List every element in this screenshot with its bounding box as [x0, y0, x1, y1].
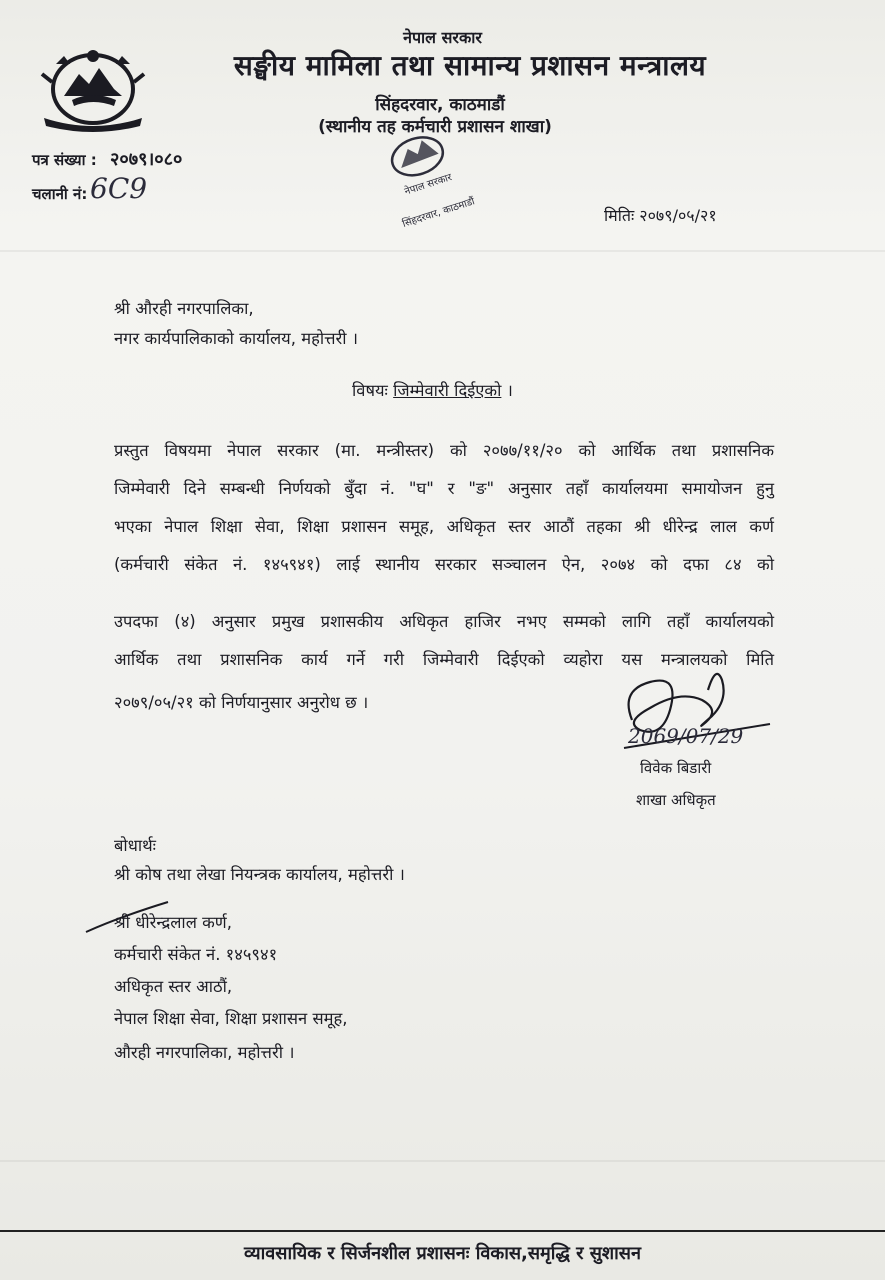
subject-text: जिम्मेवारी दिईएको [393, 381, 502, 400]
subject-line [352, 378, 513, 401]
signature-date: 2069/07/29 [628, 724, 744, 748]
body-line: जिम्मेवारी दिने सम्बन्धी निर्णयको बुँदा नं. "घ" र "ङ" अनुसार तहाँ कार्यालयमा समायोजन हुनु [114, 479, 774, 498]
body-line: प्रस्तुत विषयमा नेपाल सरकार (मा. मन्त्रीस्तर) को २०७७/११/२० को आर्थिक तथा प्रशासनिक [114, 441, 774, 460]
cc-line: श्री कोष तथा लेखा नियन्त्रक कार्यालय, महोत्तरी । [114, 865, 405, 884]
recipient-line: श्री औरही नगरपालिका, [114, 299, 254, 318]
signatory-name: विवेक बिडारी [640, 759, 712, 777]
body-line: (कर्मचारी संकेत नं. १४५९४१) लाई स्थानीय सरकार सञ्चालन ऐन, २०७४ को दफा ८४ को [114, 555, 774, 574]
body-line: उपदफा (४) अनुसार प्रमुख प्रशासकीय अधिकृत हाजिर नभए सम्मको लागि तहाँ कार्यालयको [114, 612, 774, 631]
body-line: २०७९/०५/२१ को निर्णयानुसार अनुरोध छ । [114, 693, 369, 712]
branch-name: (स्थानीय तह कर्मचारी प्रशासन शाखा) [318, 117, 552, 137]
letter-date: मितिः २०७९/०५/२१ [604, 206, 717, 225]
stamp-text: सिंहदरवार, काठमाडौं [401, 196, 477, 230]
cc-address-line: नेपाल शिक्षा सेवा, शिक्षा प्रशासन समूह, [114, 1009, 348, 1028]
cc-address-line: कर्मचारी संकेत नं. १४५९४१ [114, 945, 278, 964]
cc-address-line: अधिकृत स्तर आठौं, [114, 977, 233, 996]
letter-number-value: २०७९।०८० [110, 149, 183, 170]
paper-fold [0, 1160, 885, 1162]
letter-number-label: पत्र संख्या : [32, 151, 97, 169]
footer-motto: व्यावसायिक र सिर्जनशील प्रशासनः विकास,समृद्धि र सुशासन [244, 1243, 641, 1264]
dispatch-number-value: 6C9 [90, 172, 148, 205]
cc-address-line: श्री धीरेन्द्रलाल कर्ण, [114, 913, 232, 932]
subject-end: । [506, 381, 513, 400]
recipient-line: नगर कार्यपालिकाको कार्यालय, महोत्तरी । [114, 329, 359, 348]
signature-scribble [610, 660, 780, 770]
body-line: आर्थिक तथा प्रशासनिक कार्य गर्ने गरी जिम्मेवारी दिईएको व्यहोरा यस मन्त्रालयको मिति [114, 650, 774, 669]
dispatch-number-label: चलानी नं: [32, 185, 88, 203]
stamp-text: नेपाल सरकार [403, 172, 454, 198]
ministry-title: सङ्घीय मामिला तथा सामान्य प्रशासन मन्त्रालय [233, 49, 707, 82]
footer-divider [0, 1230, 885, 1232]
government-heading: नेपाल सरकार [403, 28, 482, 47]
body-line: भएका नेपाल शिक्षा सेवा, शिक्षा प्रशासन समूह, अधिकृत स्तर आठौं तहका श्री धीरेन्द्र लाल कर्ण [114, 517, 774, 536]
paper-fold [0, 250, 885, 252]
cc-label: बोधार्थः [114, 836, 156, 855]
ministry-address: सिंहदरवार, काठमाडौं [375, 95, 505, 115]
signatory-title: शाखा अधिकृत [636, 791, 716, 809]
subject-label: विषयः [352, 381, 388, 400]
cc-address-line: औरही नगरपालिका, महोत्तरी । [114, 1043, 295, 1062]
